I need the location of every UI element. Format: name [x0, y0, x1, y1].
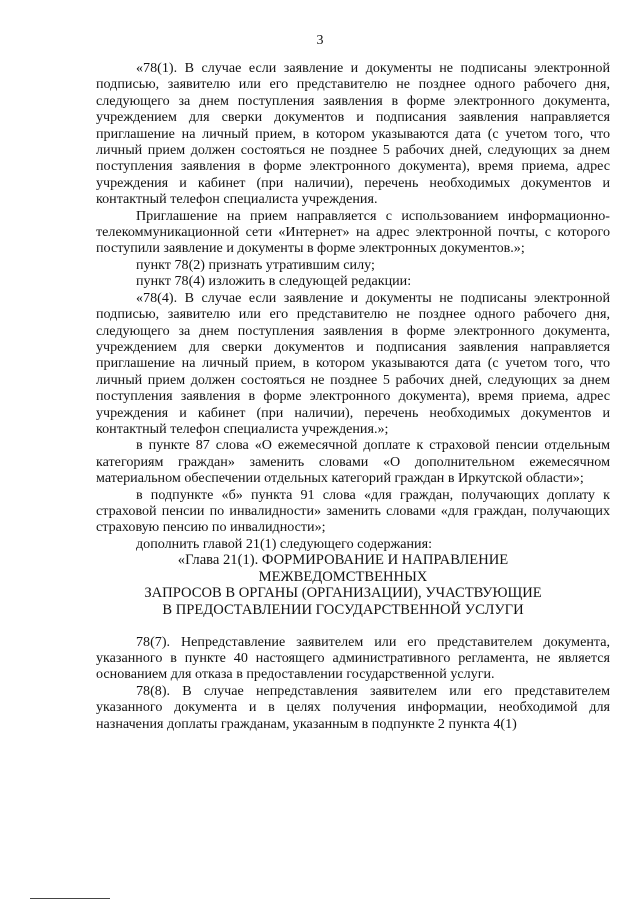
page-number: 3 [316, 33, 324, 48]
chapter-heading-line: «Глава 21(1). ФОРМИРОВАНИЕ И НАПРАВЛЕНИЕ [177, 552, 509, 569]
paragraph-78-2-repeal: пункт 78(2) признать утратившим силу; [136, 256, 375, 273]
paragraph-78-7: 78(7). Непредставление заявителем или его представителем документа, указанного в пункте 40 настоящего административного регламента, не является основанием для отказа в предоставлении государственной услуги. [96, 633, 610, 683]
document-body [96, 60, 610, 732]
chapter-heading-line: МЕЖВЕДОМСТВЕННЫХ [258, 568, 428, 585]
chapter-heading-line: ЗАПРОСОВ В ОРГАНЫ (ОРГАНИЗАЦИИ), УЧАСТВУЮЩИЕ [144, 585, 542, 602]
paragraph-78-4: «78(4). В случае если заявление и документы не подписаны электронной подписью, заявителю или его представителю не позднее одного рабочего дня, следующего за днем поступления заявления в форме электронного документа, учреждением для сверки документов и подписания заявления направляется приглашение на личный прием, в котором указываются дата (с учетом того, что личный прием должен состояться не позднее 5 рабочих дней, следующих за днем поступления заявления в форме электронного документа), время приема, адрес учреждения и кабинет (при наличии), перечень необходимых документов и контактный телефон специалиста учреждения.»; [96, 289, 610, 437]
footer-rule [30, 898, 110, 899]
paragraph-78-1: «78(1). В случае если заявление и документы не подписаны электронной подписью, заявителю или его представителю не позднее одного рабочего дня, следующего за днем поступления заявления в форме электронного документа, учреждением для сверки документов и подписания заявления направляется приглашение на личный прием, в котором указываются дата (с учетом того, что личный прием должен состояться не позднее 5 рабочих дней, следующих за днем поступления заявления в форме электронного документа), время приема, адрес учреждения и кабинет (при наличии), перечень необходимых документов и контактный телефон специалиста учреждения. [96, 60, 610, 208]
paragraph-chapter-intro: дополнить главой 21(1) следующего содержания: [136, 535, 432, 552]
spacer [96, 619, 610, 634]
paragraph-point-91: в подпункте «б» пункта 91 слова «для граждан, получающих доплату к страховой пенсии по инвалидности» заменить словами «для граждан, получающих страховую пенсию по инвалидности»; [96, 486, 610, 536]
paragraph-point-87: в пункте 87 слова «О ежемесячной доплате к страховой пенсии отдельным категориям граждан» заменить словами «О дополнительном ежемесячном материальном обеспечении отдельных категорий граждан в Иркутской области»; [96, 437, 610, 487]
paragraph-78-8: 78(8). В случае непредставления заявителем или его представителем указанного документа и в целях получения информации, необходимой для назначения доплаты гражданам, указанным в подпункте 2 пункта 4(1) [96, 682, 610, 732]
paragraph-invitation: Приглашение на прием направляется с использованием информационно-телекоммуникационной сети «Интернет» на адрес электронной почты, с которого поступили заявление и документы в форме электронных документов.»; [96, 207, 610, 257]
chapter-heading-line: В ПРЕДОСТАВЛЕНИИ ГОСУДАРСТВЕННОЙ УСЛУГИ [162, 601, 524, 618]
paragraph-78-4-intro: пункт 78(4) изложить в следующей редакции: [136, 273, 412, 290]
chapter-heading [96, 552, 610, 618]
